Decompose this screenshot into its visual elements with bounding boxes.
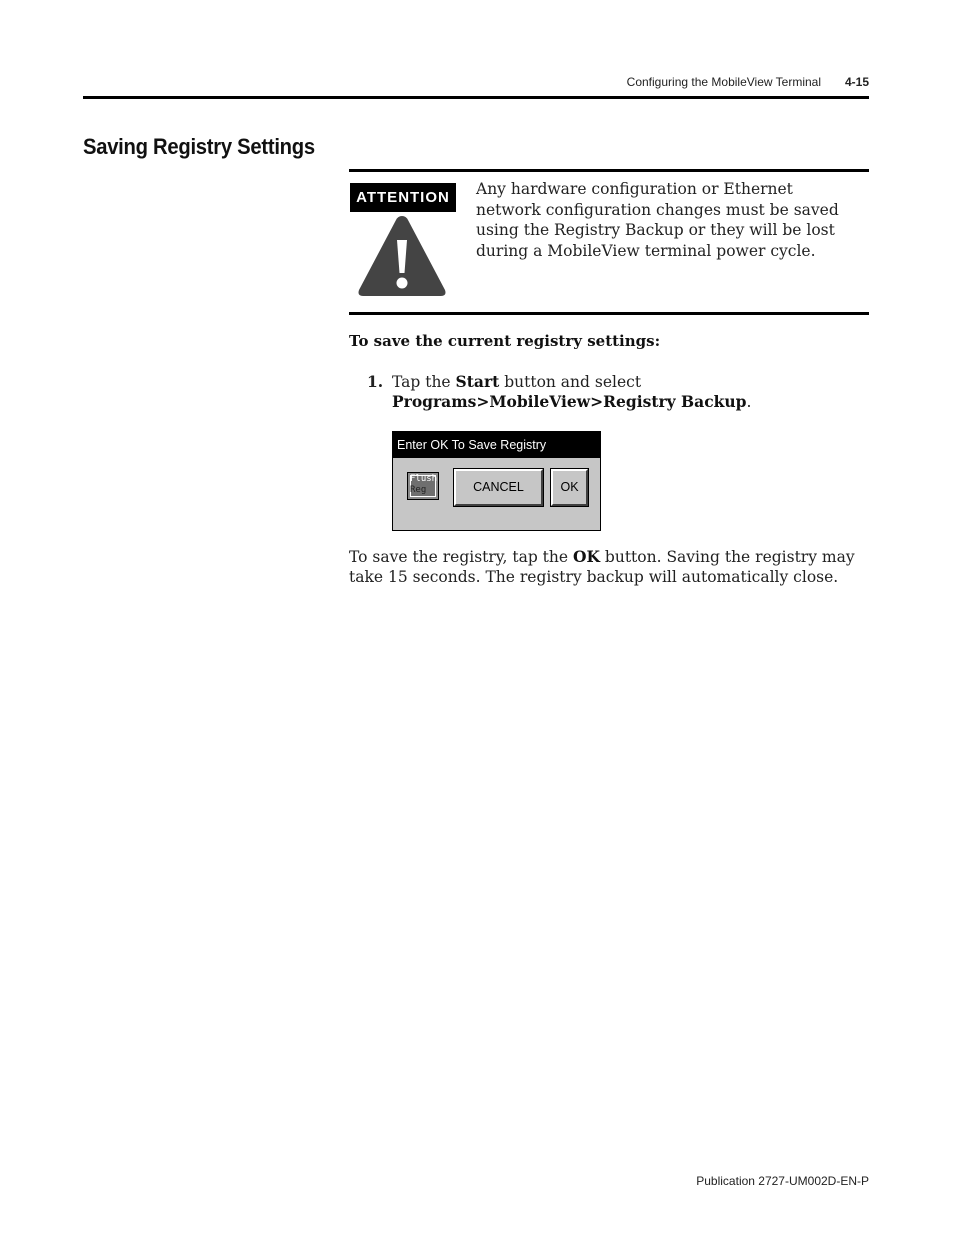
attention-top-rule — [349, 169, 869, 172]
attention-text: Any hardware configuration or Ethernet network configuration changes must be saved using the Registry Backup or they will be lost during a MobileView terminal power cycle. — [476, 180, 839, 260]
flush-registry-icon[interactable] — [407, 472, 439, 500]
running-header — [560, 75, 869, 91]
cancel-button[interactable]: CANCEL — [454, 469, 543, 506]
step-menu-path: Programs>MobileView>Registry Backup — [392, 392, 747, 411]
step-text-part: . — [746, 393, 752, 411]
dialog-titlebar: Enter OK To Save Registry — [393, 432, 600, 458]
registry-backup-dialog — [392, 431, 601, 531]
flush-icon-line2: Reg — [410, 485, 427, 495]
step-text-part: Tap the — [392, 373, 456, 391]
flush-icon-line1: Flush — [410, 474, 438, 484]
step-number: 1. — [367, 372, 384, 391]
header-rule — [83, 96, 869, 99]
body-paragraph — [349, 547, 865, 587]
step-start-term: Start — [455, 372, 500, 391]
attention-label: ATTENTION — [350, 183, 456, 212]
procedure-heading: To save the current registry settings: — [349, 332, 661, 350]
paragraph-part: button. Saving the registry may take 15 seconds. The registry backup will automatically close. — [349, 548, 855, 586]
section-title: Saving Registry Settings — [83, 134, 315, 159]
page-number: 4-15 — [844, 75, 869, 89]
chapter-title: Configuring the MobileView Terminal — [626, 75, 821, 89]
step-text — [392, 372, 852, 412]
warning-triangle-icon — [356, 212, 448, 300]
paragraph-part: To save the registry, tap the — [349, 548, 573, 566]
publication-footer: Publication 2727-UM002D-EN-P — [696, 1174, 869, 1188]
paragraph-ok-term: OK — [573, 547, 600, 566]
step-text-part: button and select — [499, 373, 642, 391]
attention-bottom-rule — [349, 312, 869, 315]
ok-button[interactable]: OK — [551, 469, 588, 506]
